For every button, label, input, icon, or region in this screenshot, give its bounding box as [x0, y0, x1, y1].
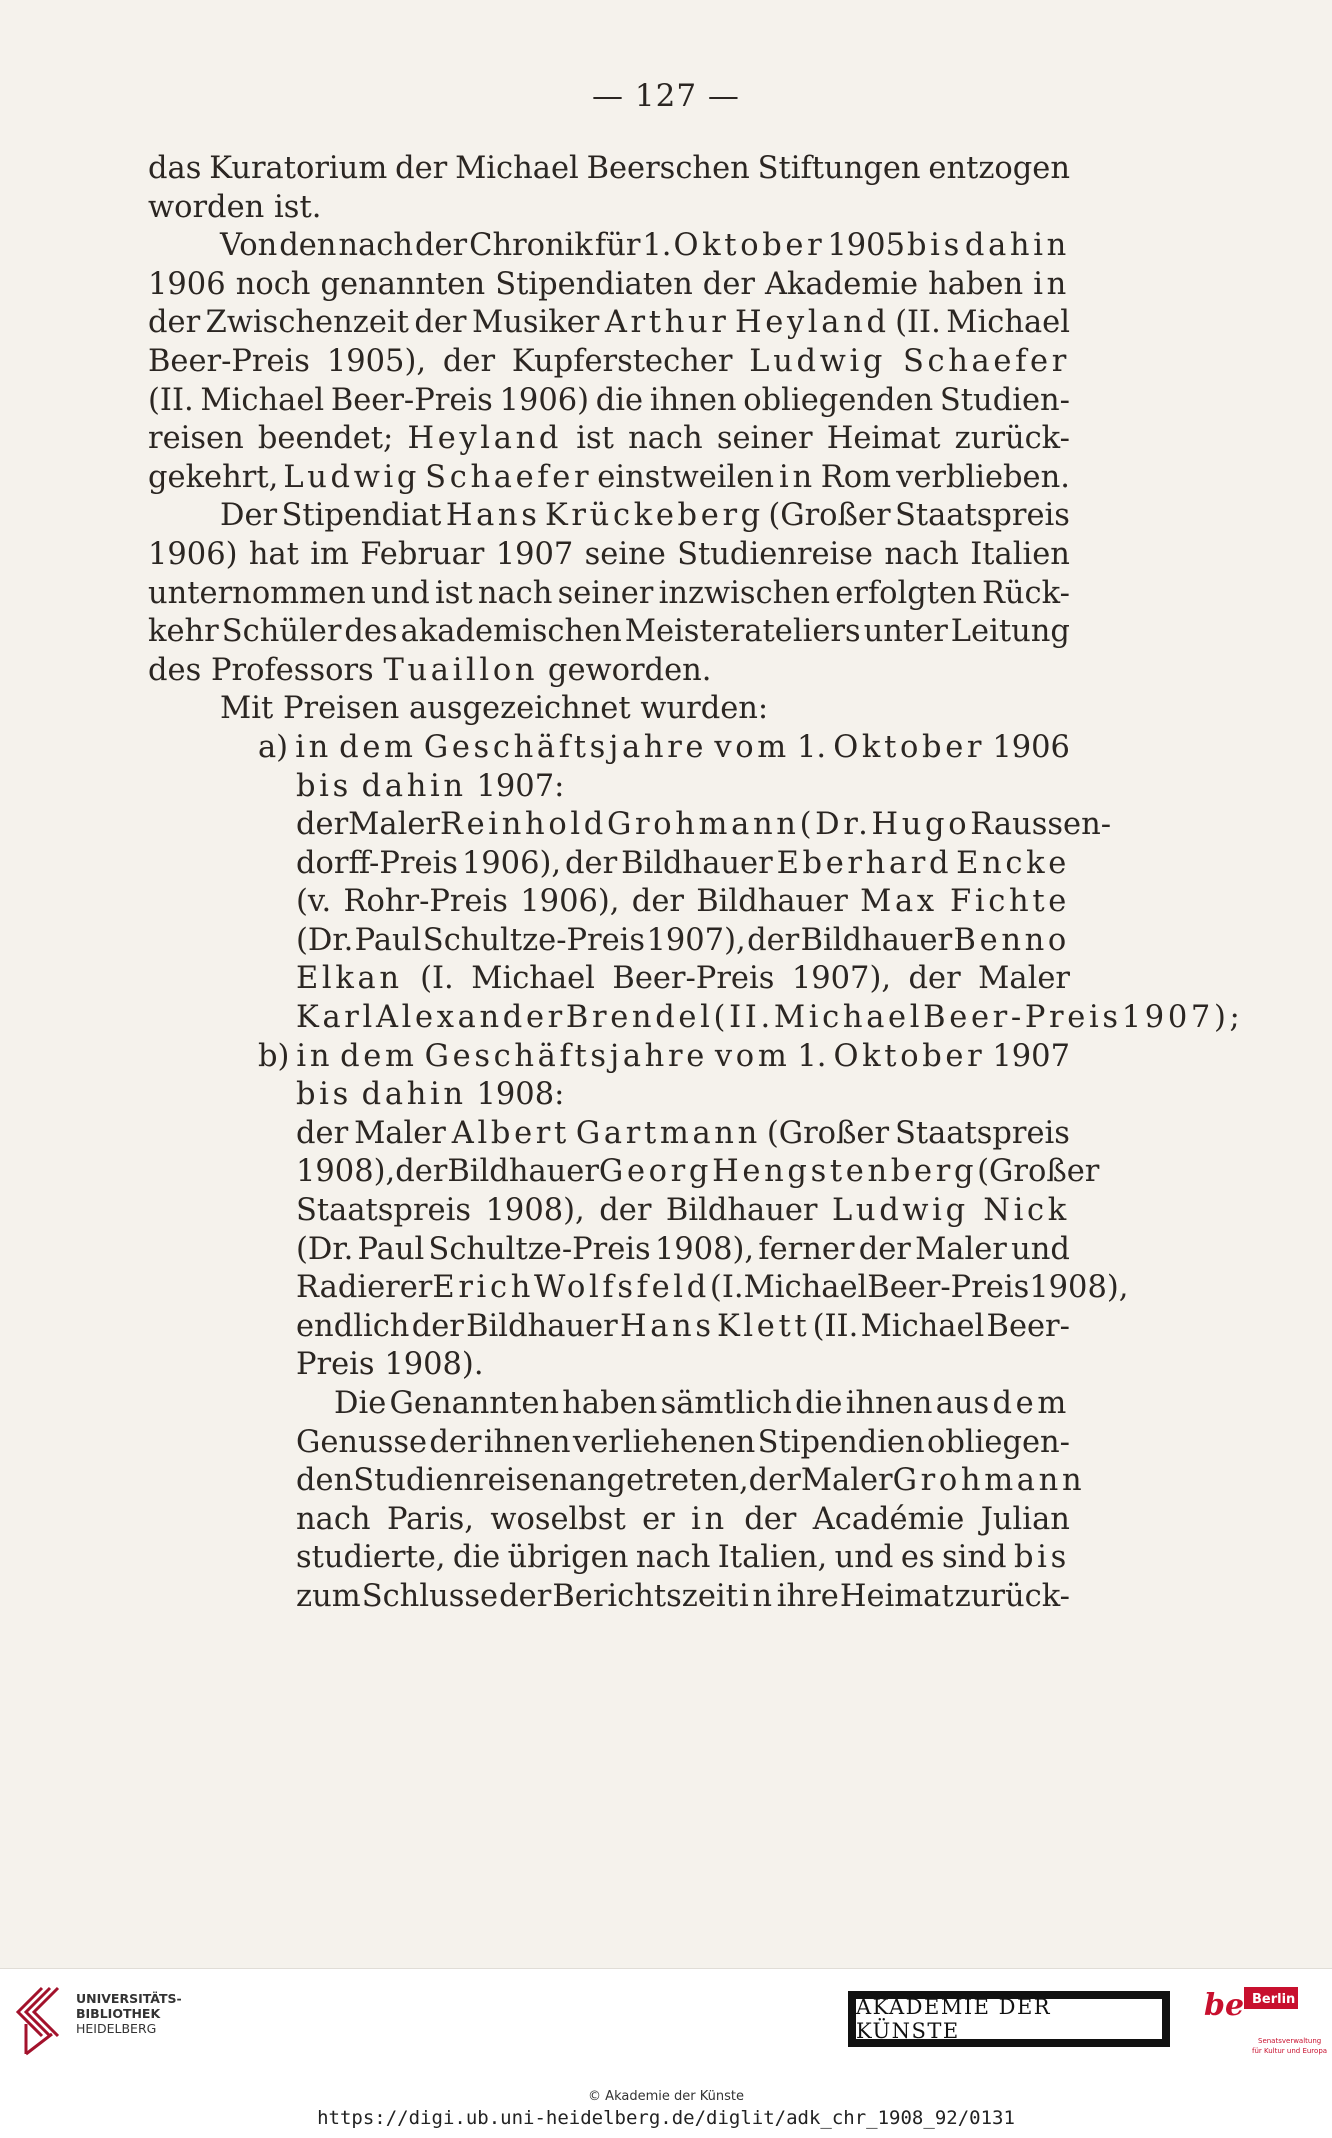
text-line: unternommen und ist nach seiner inzwischen erfolgten Rück-	[148, 575, 1070, 611]
text-line: b) in dem Geschäftsjahre vom 1. Oktober 1907	[258, 1038, 1070, 1074]
text-line: Beer-Preis 1905), der Kupferstecher Ludwig Schaefer	[148, 343, 1070, 379]
text-line: KarlAlexanderBrendel(II.MichaelBeer-Preis1907);	[296, 1000, 1244, 1036]
text-line: reisen beendet; Heyland ist nach seiner Heimat zurück-	[148, 421, 1070, 457]
text-line: a) in dem Geschäftsjahre vom 1. Oktober 1906	[258, 729, 1070, 765]
text-line: (Dr. Paul Schultze-Preis 1907), der Bildhauer Benno	[296, 922, 1070, 958]
text-line: bis dahin 1908:	[296, 1077, 565, 1113]
text-line: der Zwischenzeit der Musiker Arthur Heyland (II. Michael	[148, 305, 1070, 341]
body-text	[148, 150, 1244, 1617]
svg-text:be: be	[1204, 1988, 1245, 2023]
university-library-name[interactable]	[76, 1991, 182, 2036]
akademie-logo-label: AKADEMIE DER KÜNSTE	[856, 1999, 1162, 2039]
text-line: Mit Preisen ausgezeichnet wurden:	[220, 691, 769, 727]
akademie-logo[interactable]	[848, 1991, 1170, 2047]
text-line: 1906 noch genannten Stipendiaten der Akademie haben in	[148, 266, 1070, 302]
viewer-footer	[0, 1968, 1332, 2138]
text-line: des Professors Tuaillon geworden.	[148, 652, 712, 688]
text-line: Elkan (I. Michael Beer-Preis 1907), der Maler	[296, 961, 1070, 997]
svg-text:für Kultur und Europa: für Kultur und Europa	[1252, 2047, 1328, 2055]
copyright-notice: © Akademie der Künste	[588, 2089, 744, 2104]
text-line: bis dahin 1907:	[296, 768, 565, 804]
text-line: den Studienreisen angetreten, der Maler Grohmann	[296, 1463, 1086, 1499]
text-line: Von den nach der Chronik für 1. Oktober 1905 bis dahin	[220, 228, 1070, 264]
svg-text:Senatsverwaltung: Senatsverwaltung	[1258, 2037, 1322, 2045]
library-line-2: BIBLIOTHEK	[76, 2006, 161, 2021]
library-line-1: UNIVERSITÄTS-	[76, 1991, 182, 2006]
page-number: — 127 —	[592, 78, 740, 114]
text-line: das Kuratorium der Michael Beerschen Stiftungen entzogen	[148, 151, 1070, 186]
text-line: studierte, die übrigen nach Italien, und es sind bis	[296, 1540, 1070, 1576]
text-line: (Dr. Paul Schultze-Preis 1908), ferner der Maler und	[296, 1231, 1070, 1267]
text-line: 1906) hat im Februar 1907 seine Studienreise nach Italien	[148, 536, 1070, 572]
berlin-senate-logo-icon[interactable]	[1200, 1981, 1328, 2071]
text-line: (v. Rohr-Preis 1906), der Bildhauer Max Fichte	[296, 884, 1070, 920]
university-library-logo-icon[interactable]	[12, 1984, 72, 2056]
text-line: Preis 1908).	[296, 1347, 484, 1383]
svg-text:Berlin: Berlin	[1252, 1992, 1296, 2007]
text-line: der Maler Reinhold Grohmann(Dr.Hugo Raussen-	[296, 807, 1112, 843]
text-line: nach Paris, woselbst er in der Académie Julian	[296, 1501, 1070, 1537]
text-line: 1908), der Bildhauer Georg Hengstenberg (Großer	[296, 1154, 1100, 1190]
text-line: Der Stipendiat Hans Krückeberg (Großer Staatspreis	[220, 498, 1070, 534]
text-line: worden ist.	[148, 189, 322, 225]
text-line: Die Genannten haben sämtlich die ihnen aus dem	[334, 1386, 1070, 1421]
text-line: endlich der Bildhauer Hans Klett (II. Michael Beer-	[296, 1308, 1070, 1344]
text-line: Staatspreis 1908), der Bildhauer Ludwig Nick	[296, 1193, 1070, 1229]
text-line: kehr Schüler des akademischen Meisterateliers unter Leitung	[148, 614, 1070, 650]
text-line: Radierer ErichWolfsfeld (I. Michael Beer-Preis 1908),	[296, 1270, 1129, 1306]
text-line: zum Schlusse der Berichtszeit in ihre Heimat zurück-	[296, 1578, 1070, 1614]
text-line: der Maler Albert Gartmann (Großer Staatspreis	[296, 1115, 1070, 1151]
permalink-url[interactable]: https://digi.ub.uni-heidelberg.de/diglit/adk_chr_1908_92/0131	[317, 2107, 1015, 2129]
text-line: Genusse der ihnen verliehenen Stipendien obliegen-	[296, 1424, 1070, 1460]
text-line: (II. Michael Beer-Preis 1906) die ihnen obliegenden Studien-	[148, 382, 1070, 418]
text-line: dorff-Preis 1906), der Bildhauer Eberhard Encke	[296, 845, 1070, 881]
text-line: gekehrt, Ludwig Schaefer einstweilen in Rom verblieben.	[148, 459, 1070, 495]
library-line-3: HEIDELBERG	[76, 2021, 157, 2036]
